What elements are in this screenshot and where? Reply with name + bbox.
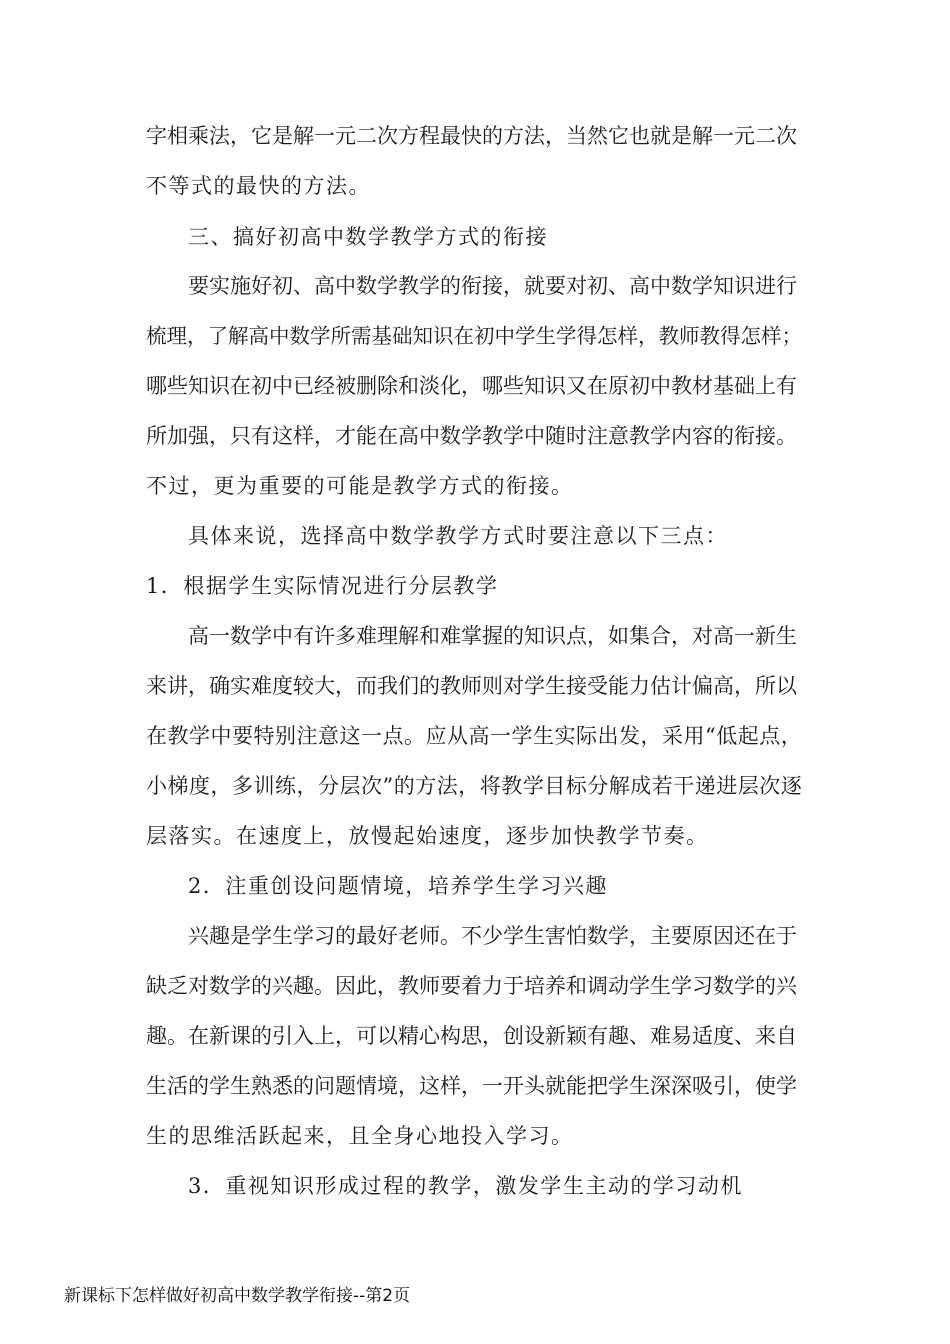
paragraph-line: 梳理，了解高中数学所需基础知识在初中学生学得怎样，教师教得怎样； <box>146 324 802 348</box>
paragraph-line: 来讲，确实难度较大，而我们的教师则对学生接受能力估计偏高，所以 <box>146 674 797 698</box>
paragraph-line: 兴趣是学生学习的最好老师。不少学生害怕数学，主要原因还在于 <box>188 924 797 948</box>
subsection-heading: 1．根据学生实际情况进行分层教学 <box>146 574 499 598</box>
paragraph-line: 缺乏对数学的兴趣。因此，教师要着力于培养和调动学生学习数学的兴 <box>146 974 797 998</box>
paragraph-line: 要实施好初、高中数学教学的衔接，就要对初、高中数学知识进行 <box>188 274 797 298</box>
paragraph-line: 在教学中要特别注意这一点。应从高一学生实际出发，采用“低起点， <box>146 724 803 748</box>
paragraph-line: 字相乘法，它是解一元二次方程最快的方法，当然它也就是解一元二次 <box>146 124 797 148</box>
paragraph-line: 高一数学中有许多难理解和难掌握的知识点，如集合，对高一新生 <box>188 624 797 648</box>
paragraph-line: 趣。在新课的引入上，可以精心构思，创设新颖有趣、难易适度、来自 <box>146 1024 797 1048</box>
paragraph-line: 生的思维活跃起来，且全身心地投入学习。 <box>146 1124 574 1148</box>
paragraph-line: 小梯度，多训练，分层次”的方法，将教学目标分解成若干递进层次逐 <box>146 774 803 798</box>
paragraph-line: 生活的学生熟悉的问题情境，这样，一开头就能把学生深深吸引，使学 <box>146 1074 797 1098</box>
section-heading: 三、搞好初高中数学教学方式的衔接 <box>188 225 548 249</box>
paragraph-line: 不等式的最快的方法。 <box>146 174 371 198</box>
paragraph-line: 所加强，只有这样，才能在高中数学教学中随时注意教学内容的衔接。 <box>146 424 797 448</box>
paragraph-line: 哪些知识在初中已经被删除和淡化，哪些知识又在原初中教材基础上有 <box>146 374 797 398</box>
paragraph-line: 层落实。在速度上，放慢起始速度，逐步加快教学节奏。 <box>146 824 709 848</box>
subsection-heading: 3．重视知识形成过程的教学，激发学生主动的学习动机 <box>188 1174 743 1198</box>
page-footer: 新课标下怎样做好初高中数学教学衔接--第2页 <box>64 1286 411 1306</box>
paragraph-line: 不过，更为重要的可能是教学方式的衔接。 <box>146 474 574 498</box>
paragraph-line: 具体来说，选择高中数学教学方式时要注意以下三点： <box>188 524 728 548</box>
subsection-heading: 2．注重创设问题情境，培养学生学习兴趣 <box>188 874 608 898</box>
